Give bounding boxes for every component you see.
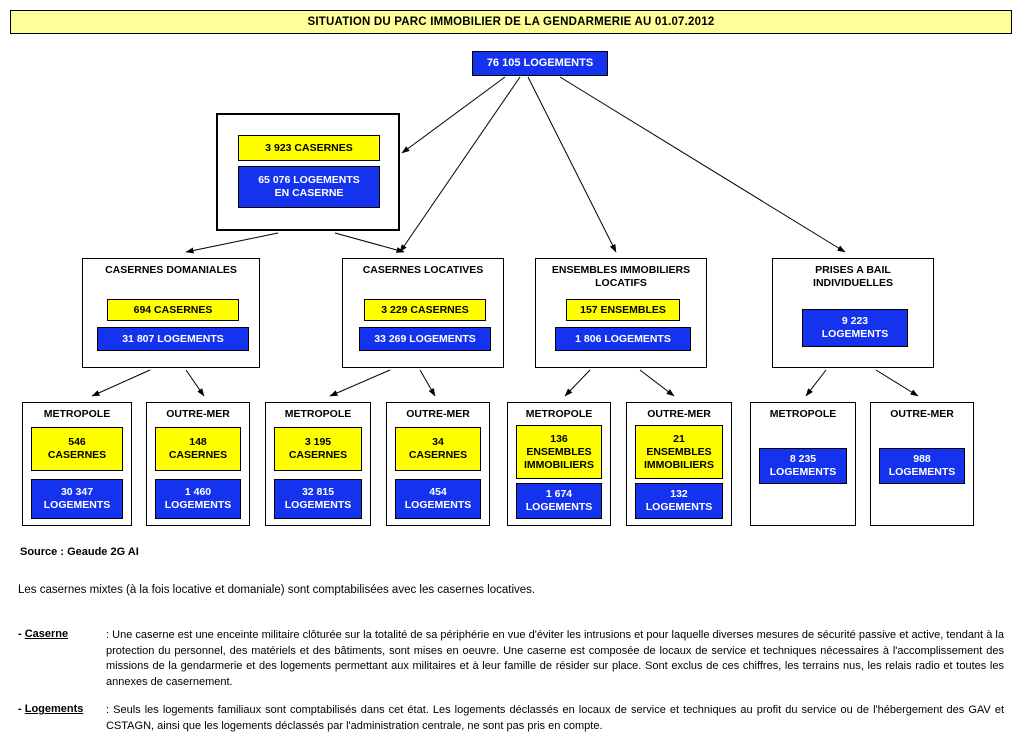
casernes-domaniales-count-chip [107, 299, 239, 321]
leaf-logements-unit: LOGEMENTS [645, 501, 713, 513]
casernes-count-chip [238, 135, 380, 161]
leaf-ensembles-unit1: ENSEMBLES [646, 445, 712, 458]
casernes-locatives-logements-chip [359, 327, 491, 351]
leaf-prises-outre-mer [870, 402, 974, 526]
source-label: Source : Geaude 2G AI [20, 546, 139, 558]
leaf-casernes-unit: CASERNES [47, 449, 107, 461]
definition-term-text: Caserne [24, 628, 69, 640]
leaf-prises-metropole [750, 402, 856, 526]
leaf-casernes-unit: CASERNES [168, 449, 228, 461]
definition-term [18, 703, 106, 734]
definition-term-text: Logements [24, 703, 84, 715]
leaf-casernes-unit: CASERNES [408, 449, 468, 461]
leaf-domaniales-outre-mer [146, 402, 250, 526]
leaf-ensembles-value: 136 [550, 432, 568, 445]
leaf-header: OUTRE-MER [406, 408, 470, 420]
definition-logements [18, 703, 1004, 734]
leaf-casernes-value: 546 [68, 436, 86, 448]
definition-body: : Une caserne est une enceinte militaire clôturée sur la totalité de sa périphérie en vue d'éviter les intrusions et pour laquelle diverses mesures de sécurité passive et active, tendant à la protection du personnel, des matériels et des bâtiments, sont mises en oeuvre. Une caserne est composée de locaux de service et techniques nécessaires à l'accomplissement des missions de la gendarmerie et des logements permettant aux militaires et à leur famille de résider sur place. Sont exclus de ces chiffres, les terrains nus, les relais radio et toutes les annexes de casernement. [106, 629, 1004, 688]
casernes-locatives-logements-label: 33 269 LOGEMENTS [374, 332, 476, 345]
leaf-ensembles-chip [516, 425, 602, 479]
leaf-locatives-metropole [265, 402, 371, 526]
leaf-logements-chip [516, 483, 602, 519]
casernes-locatives-count-chip [364, 299, 486, 321]
node-casernes-locatives [342, 258, 504, 368]
casernes-domaniales-title: CASERNES DOMANIALES [105, 264, 237, 276]
definition-body: : Seuls les logements familiaux sont comptabilisés dans cet état. Les logements déclassés en locaux de service et techniques au profit du service ou de l'hébergement des GAV et CSTAGN, ainsi que les logements déclassés par l'administration centrale, ne sont pas pris en compte. [106, 704, 1004, 732]
casernes-domaniales-logements-chip [97, 327, 249, 351]
leaf-logements-value: 32 815 [301, 486, 335, 498]
leaf-logements-chip [395, 479, 481, 519]
leaf-ensembles-unit2: IMMOBILIERS [524, 458, 594, 471]
leaf-ensembles-outre-mer [626, 402, 732, 526]
casernes-domaniales-logements-label: 31 807 LOGEMENTS [122, 332, 224, 345]
node-casernes-domaniales [82, 258, 260, 368]
leaf-casernes-unit: CASERNES [288, 449, 348, 461]
leaf-header: METROPOLE [43, 408, 111, 420]
leaf-ensembles-metropole [507, 402, 611, 526]
prises-logements-line2: LOGEMENTS [821, 328, 889, 340]
leaf-ensembles-unit2: IMMOBILIERS [644, 458, 714, 471]
leaf-logements-value: 1 460 [184, 486, 212, 498]
definition-term [18, 628, 106, 690]
prises-title-line2: INDIVIDUELLES [813, 277, 893, 289]
node-prises-a-bail-individuelles [772, 258, 934, 368]
node-total-logements-value [473, 52, 607, 75]
node-total-logements-label: 76 105 LOGEMENTS [486, 57, 594, 69]
leaf-logements-chip [759, 448, 847, 484]
leaf-logements-value: 988 [913, 453, 931, 465]
node-casernes-group [216, 113, 400, 231]
ensembles-logements-chip [555, 327, 691, 351]
leaf-header: OUTRE-MER [647, 408, 711, 420]
leaf-ensembles-value: 21 [673, 432, 685, 445]
leaf-logements-chip [274, 479, 362, 519]
definitions-block [18, 628, 1004, 747]
note-text: Les casernes mixtes (à la fois locative et domaniale) sont comptabilisées avec les casernes locatives. [18, 584, 536, 596]
leaf-ensembles-chip [635, 425, 723, 479]
leaf-casernes-value: 3 195 [304, 436, 332, 448]
casernes-domaniales-count-label: 694 CASERNES [133, 303, 213, 316]
leaf-logements-value: 132 [670, 488, 688, 500]
leaf-logements-chip [31, 479, 123, 519]
leaf-logements-unit: LOGEMENTS [284, 499, 352, 511]
leaf-logements-unit: LOGEMENTS [769, 466, 837, 478]
leaf-header: METROPOLE [769, 408, 837, 420]
leaf-logements-unit: LOGEMENTS [888, 466, 956, 478]
ensembles-title-line2: LOCATIFS [595, 277, 647, 289]
definition-dash: - [18, 628, 22, 640]
leaf-logements-unit: LOGEMENTS [525, 501, 593, 513]
leaf-logements-value: 454 [429, 486, 447, 498]
leaf-casernes-chip [395, 427, 481, 471]
leaf-ensembles-unit1: ENSEMBLES [526, 445, 592, 458]
page-title-text: SITUATION DU PARC IMMOBILIER DE LA GENDARMERIE AU 01.07.2012 [307, 16, 715, 28]
leaf-header: METROPOLE [284, 408, 352, 420]
prises-logements-chip [802, 309, 908, 347]
leaf-casernes-chip [274, 427, 362, 471]
ensembles-title-line1: ENSEMBLES IMMOBILIERS [551, 264, 691, 276]
leaf-casernes-chip [31, 427, 123, 471]
leaf-logements-chip [879, 448, 965, 484]
leaf-locatives-outre-mer [386, 402, 490, 526]
leaf-casernes-value: 34 [432, 436, 444, 448]
leaf-header: OUTRE-MER [890, 408, 954, 420]
casernes-logements-line1: 65 076 LOGEMENTS [258, 174, 360, 186]
definition-caserne [18, 628, 1004, 690]
leaf-logements-value: 1 674 [545, 488, 573, 500]
ensembles-logements-label: 1 806 LOGEMENTS [575, 332, 671, 345]
leaf-logements-unit: LOGEMENTS [43, 499, 111, 511]
casernes-locatives-title: CASERNES LOCATIVES [362, 264, 484, 276]
ensembles-count-chip [566, 299, 680, 321]
definition-dash: - [18, 703, 22, 715]
casernes-logements-chip [238, 166, 380, 208]
leaf-header: OUTRE-MER [166, 408, 230, 420]
leaf-logements-value: 30 347 [60, 486, 94, 498]
leaf-logements-chip [635, 483, 723, 519]
casernes-count-label: 3 923 CASERNES [265, 141, 353, 154]
leaf-header: METROPOLE [525, 408, 593, 420]
page-title [10, 10, 1012, 34]
leaf-casernes-chip [155, 427, 241, 471]
prises-title-line1: PRISES A BAIL [815, 264, 891, 276]
node-total-logements [472, 51, 608, 76]
leaf-domaniales-metropole [22, 402, 132, 526]
leaf-logements-value: 8 235 [789, 453, 817, 465]
casernes-logements-line2: EN CASERNE [274, 187, 344, 199]
leaf-logements-unit: LOGEMENTS [404, 499, 472, 511]
casernes-locatives-count-label: 3 229 CASERNES [381, 303, 469, 316]
leaf-logements-chip [155, 479, 241, 519]
leaf-logements-unit: LOGEMENTS [164, 499, 232, 511]
leaf-casernes-value: 148 [189, 436, 207, 448]
prises-logements-line1: 9 223 [841, 315, 869, 327]
ensembles-count-label: 157 ENSEMBLES [580, 303, 666, 316]
node-ensembles-immobiliers-locatifs [535, 258, 707, 368]
